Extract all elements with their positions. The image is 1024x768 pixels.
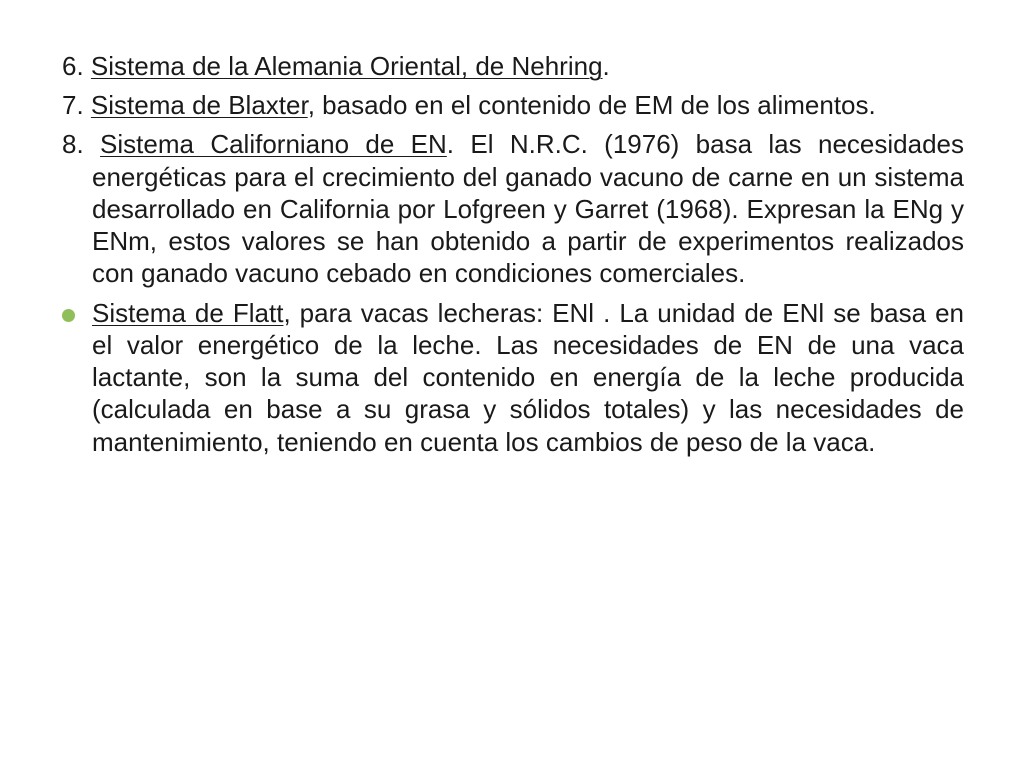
paragraph-8 [62, 128, 964, 289]
bullet-paragraph-flatt [62, 297, 964, 458]
item-number: 8. [62, 129, 84, 160]
system-name-flatt: Sistema de Flatt [92, 297, 284, 328]
paragraph-text: , para vacas lecheras: ENl . La unidad de ENl se basa en el valor energético de la leche. Las necesidades de EN de una vaca lactante, son la suma del contenido en energía de la leche producida (calculada en base a su grasa y sólidos totales) y las necesidades de mantenimiento, teniendo en cuenta los cambios de peso de la vaca. [92, 297, 964, 457]
system-name-californiano: Sistema Californiano de EN [100, 129, 447, 160]
paragraph-text: , basado en el contenido de EM de los alimentos. [307, 90, 876, 121]
bullet-dot-icon [62, 309, 75, 322]
paragraph-6 [62, 50, 964, 82]
item-number: 6. [62, 51, 84, 81]
paragraph-text: . [602, 51, 610, 81]
paragraph-text: . El N.R.C. (1976) basa las necesidades energéticas para el crecimiento del ganado vacuno de carne en un sistema desarrollado en California por Lofgreen y Garret (1968). Expresan la ENg y ENm, estos valores se han obtenido a partir de experimentos realizados con ganado vacuno cebado en condiciones comerciales. [92, 129, 964, 289]
slide-body [62, 50, 964, 465]
item-number: 7. [62, 90, 84, 121]
system-name-nehring: Sistema de la Alemania Oriental, de Nehring [90, 51, 603, 81]
paragraph-7 [62, 89, 964, 121]
system-name-blaxter: Sistema de Blaxter [90, 90, 308, 121]
